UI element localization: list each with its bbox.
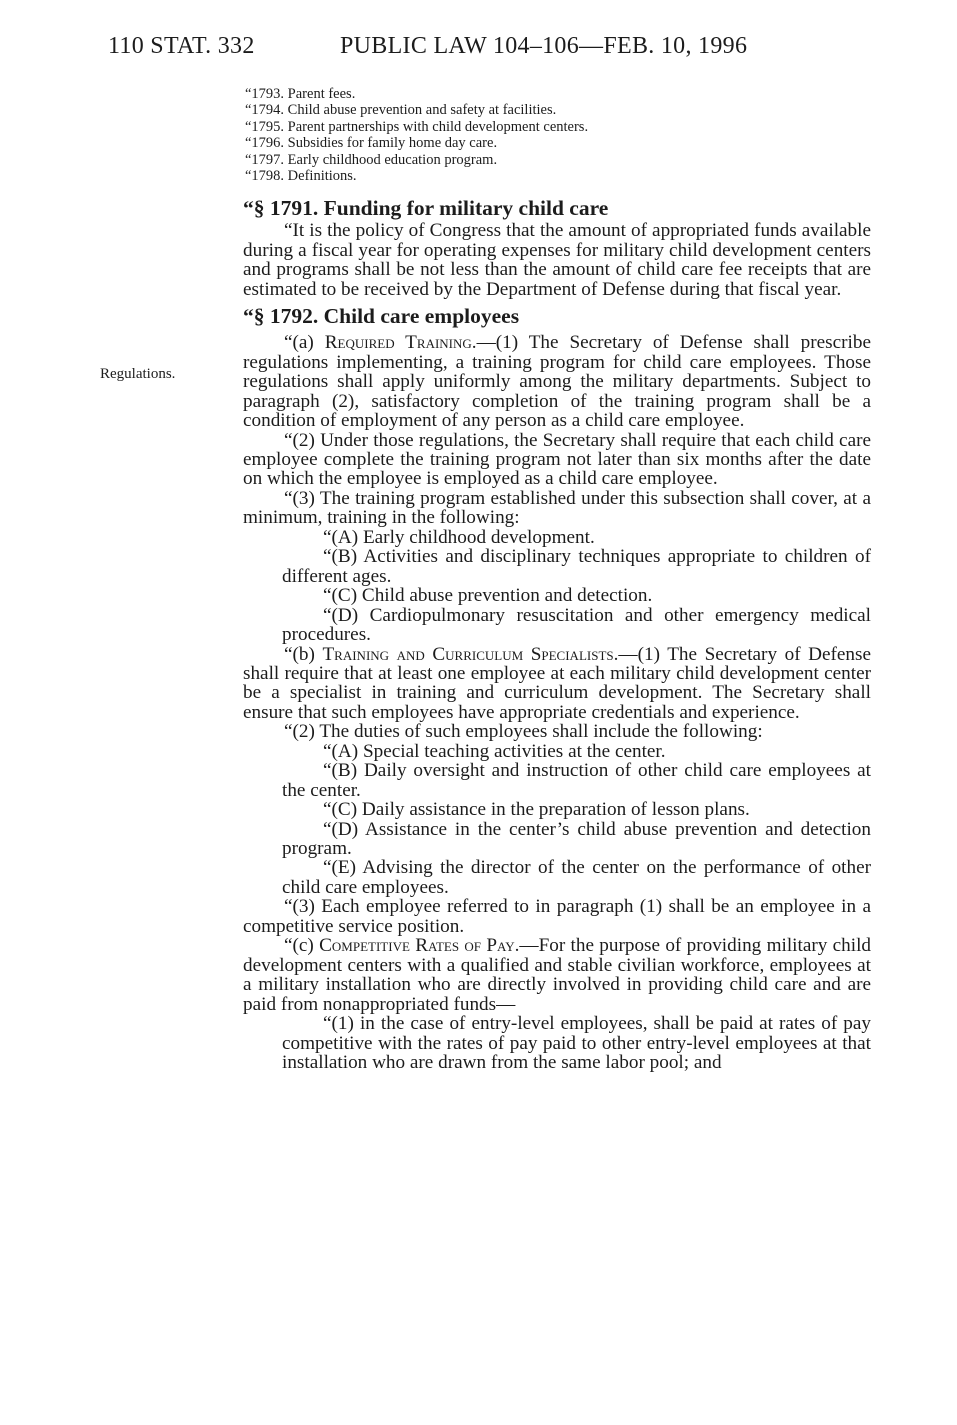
subsection-c-caption: Competitive Rates of Pay — [319, 935, 515, 957]
toc-item: “1794. Child abuse prevention and safety at facilities. — [245, 102, 557, 119]
margin-note-regulations: Regulations. — [100, 366, 176, 382]
subsection-b-item: “(E) Advising the director of the center on the performance of other child care employees. — [282, 857, 871, 898]
toc-item: “1798. Definitions. — [245, 168, 357, 185]
subsection-b-paragraph-3: “(3) Each employee referred to in paragraph (1) shall be an employee in a competitive service position. — [243, 896, 871, 937]
subsection-c-prefix: “(c) — [284, 935, 320, 957]
subsection-b-text: .—(1) The Secretary of Defense shall require that at least one employee at each military child development center be a specialist in training and curriculum development. The Secretary shall ensure that such employees have appropriate credentials and experience. — [243, 643, 871, 723]
toc-item: “1797. Early childhood education program. — [245, 151, 498, 168]
toc-item: “1795. Parent partnerships with child development centers. — [245, 118, 589, 135]
subsection-b-item: “(B) Daily oversight and instruction of other child care employees at the center. — [282, 760, 871, 801]
subsection-b-item: “(A) Special teaching activities at the center. — [323, 740, 666, 762]
subsection-b-paragraph-1 — [243, 645, 871, 723]
table-of-contents — [245, 86, 871, 184]
document-body — [243, 86, 871, 1072]
page-header — [108, 33, 768, 63]
statute-page-number: 110 STAT. 332 — [108, 33, 255, 59]
subsection-a-prefix: “(a) — [284, 332, 325, 354]
subsection-c-text: .—For the purpose of providing military child development centers with a qualified and stable civilian workforce, employees at a military installation who are directly involved in providing child care and are paid from nonappropriated funds— — [243, 935, 871, 1015]
subsection-a-text: .—(1) The Secretary of Defense shall prescribe regulations implementing, a training program for child care employees. Those regulations shall apply uniformly among the military departments. Subject to paragraph (2), satisfactory completion of the training program shall be a condition of employment of any person as a child care employee. — [243, 332, 871, 432]
subsection-a-paragraph-3: “(3) The training program established under this subsection shall cover, at a minimum, training in the following: — [243, 487, 871, 529]
section-1791-heading: “§ 1791. Funding for military child care — [243, 196, 609, 221]
public-law-citation: PUBLIC LAW 104–106—FEB. 10, 1996 — [340, 33, 748, 59]
subsection-a-item: “(C) Child abuse prevention and detection. — [323, 585, 653, 607]
subsection-a-caption: Required Training — [324, 332, 472, 354]
section-1791-text: “It is the policy of Congress that the amount of appropriated funds available during a fiscal year for operating expenses for military child development centers and programs shall be not less than the amount of child care fee receipts that are estimated to be received by the Department of Defense during that fiscal year. — [243, 220, 871, 300]
subsection-b-paragraph-2: “(2) The duties of such employees shall include the following: — [284, 721, 763, 743]
toc-item: “1793. Parent fees. — [245, 86, 356, 102]
subsection-a-item: “(D) Cardiopulmonary resuscitation and other emergency medical procedures. — [282, 604, 871, 646]
subsection-b-caption: Training and Curriculum Specialists — [322, 643, 614, 665]
subsection-a-item: “(A) Early childhood development. — [323, 526, 595, 548]
subsection-a-item: “(B) Activities and disciplinary techniques appropriate to children of different ages. — [282, 546, 871, 587]
section-1792-heading: “§ 1792. Child care employees — [243, 304, 520, 329]
subsection-a-paragraph-2: “(2) Under those regulations, the Secretary shall require that each child care employee complete the training program not later than six months after the date on which the employee is employed as a child care employee. — [243, 429, 871, 490]
subsection-c-paragraph-1 — [243, 936, 871, 1014]
subsection-a-paragraph-1 — [243, 333, 871, 430]
toc-item: “1796. Subsidies for family home day care. — [245, 135, 498, 152]
subsection-b-prefix: “(b) — [284, 643, 323, 665]
subsection-b-item: “(D) Assistance in the center’s child abuse prevention and detection program. — [282, 818, 871, 860]
subsection-c-item: “(1) in the case of entry-level employees, shall be paid at rates of pay competitive with the rates of pay paid to other entry-level employees at that installation who are drawn from the same labor pool; and — [282, 1013, 871, 1074]
subsection-b-item: “(C) Daily assistance in the preparation of lesson plans. — [323, 799, 750, 821]
